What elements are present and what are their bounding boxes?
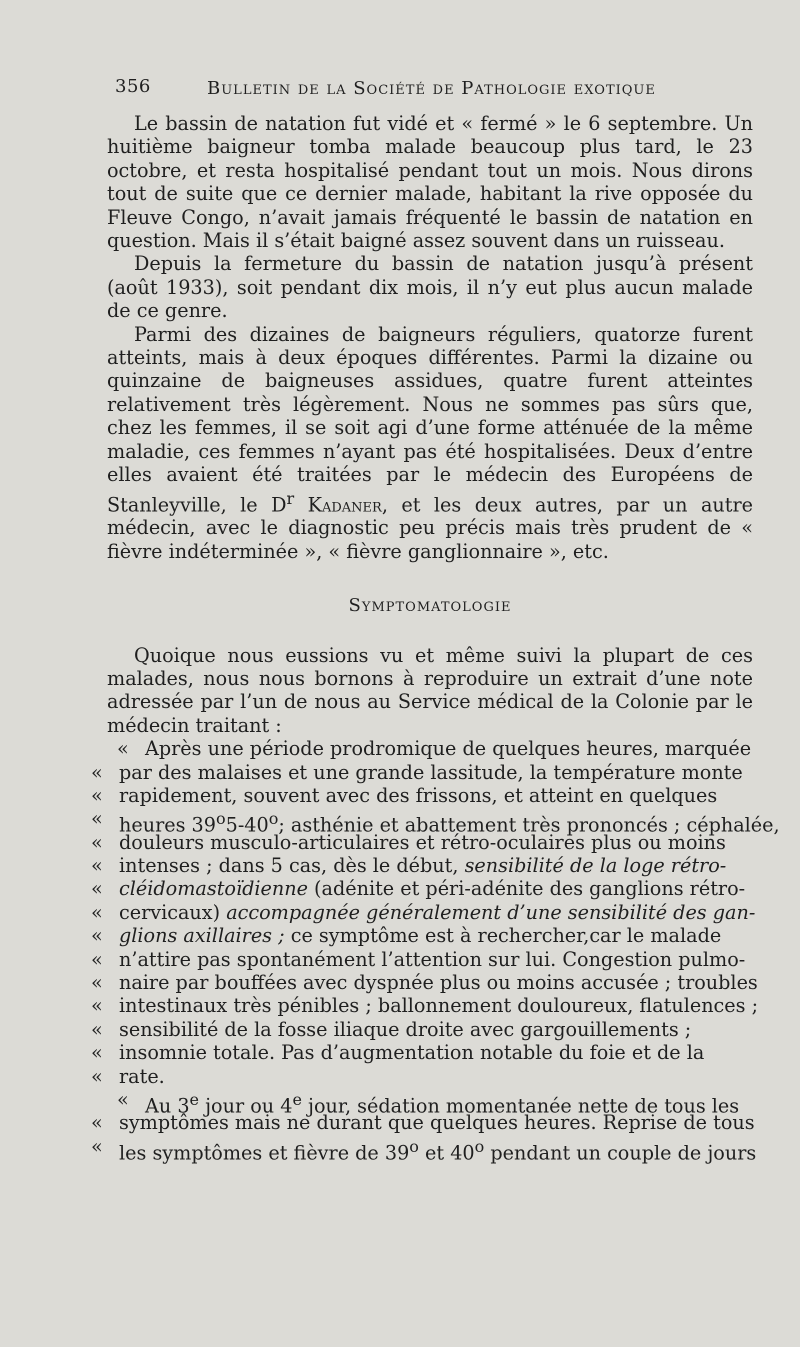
- degree-superscript: o: [409, 1136, 419, 1156]
- quote-mark: «: [91, 807, 103, 831]
- quote-line: [91, 947, 753, 971]
- clinical-quote: [91, 737, 780, 1165]
- quote-line: [91, 971, 758, 995]
- quote-line-text: naire par bouffées avec dyspnée plus ou moins accusée ; troubles: [119, 971, 758, 995]
- quote-line-text: douleurs musculo-articulaires et rétro-oculaires plus ou moins: [119, 830, 726, 854]
- ordinal-superscript: e: [292, 1090, 302, 1109]
- paragraph-4: Quoique nous eussions vu et même suivi la plupart de ces malades, nous nous bornons à reproduire un extrait d’une note adressée par l’un de nous au Service médical de la Colonie par le médecin traitant :: [107, 643, 753, 737]
- quote-line-italic: sensibilité de la loge rétro-: [464, 854, 727, 878]
- quote-mark: «: [91, 947, 103, 971]
- quote-line-text: les symptômes et fièvre de 39: [119, 1141, 410, 1165]
- quote-line-text: 5-40: [225, 813, 269, 837]
- page-header: [115, 74, 755, 104]
- quote-line: [91, 807, 780, 837]
- quote-line: [91, 830, 753, 854]
- paragraph-3-text-b: , et les deux autres, par un autre médecin, avec le diagnostic peu précis mais très prudent de « fièvre indéterminée », « fièvre ganglionnaire », etc.: [107, 492, 753, 563]
- quote-mark: «: [91, 877, 103, 901]
- quote-line-text: rate.: [119, 1064, 165, 1088]
- running-title: Bulletin de la Société de Pathologie exotique: [207, 78, 656, 99]
- quote-mark: «: [91, 830, 103, 854]
- quote-mark: «: [91, 1064, 103, 1088]
- quote-line-text: (adénite et péri-adénite des ganglions rétro-: [307, 877, 746, 901]
- quote-line-text: jour, sédation momentanée nette de tous les: [301, 1094, 740, 1118]
- body-text: [91, 112, 780, 1165]
- quote-line: [91, 1111, 755, 1135]
- quote-line: [91, 1017, 753, 1041]
- page-number: 356: [115, 76, 151, 97]
- paragraph-3-text-a: Parmi des dizaines de baigneurs réguliers, quatorze furent atteints, mais à deux époques différentes. Parmi la dizaine ou quinzaine de baigneuses assidues, quatre furent atteintes relativement très légèrement. Nous ne sommes pas sûrs que, chez les femmes, il se soit agi d’une forme atténuée de la même maladie, ces femmes n’ayant pas été hospitalisées. Deux d’entre elles avaient été traitées par le médecin des Européens de Stanleyville, le D: [107, 322, 753, 516]
- quote-line-text: ce symptôme est à rechercher,car le malade: [284, 924, 722, 948]
- degree-superscript: o: [215, 809, 226, 829]
- quote-line-text: Après une période prodromique de quelques heures, marquée: [145, 737, 752, 761]
- quote-line: [91, 924, 753, 948]
- quote-line-text: Au 3: [145, 1094, 190, 1118]
- quote-line-text: n’attire pas spontanément l’attention sur lui. Congestion pulmo-: [119, 947, 746, 971]
- quote-line-text: ; asthénie et abattement très prononcés ; céphalée,: [278, 813, 780, 837]
- quote-line-italic: accompagnée généralement d’une sensibilité des gan-: [226, 900, 756, 924]
- quote-line-italic: glions axillaires ;: [119, 924, 285, 948]
- quote-line: [91, 783, 753, 807]
- paragraph-1: Le bassin de natation fut vidé et « fermé » le 6 septembre. Un huitième baigneur tomba malade beaucoup plus tard, le 23 octobre, et resta hospitalisé pendant tout un mois. Nous dirons tout de suite que ce dernier malade, habitant la rive opposée du Fleuve Congo, n’avait jamais fréquenté le bassin de natation en question. Mais il s’était baigné assez souvent dans un ruisseau.: [107, 112, 753, 253]
- quote-line-text: symptômes mais ne durant que quelques heures. Reprise de tous: [119, 1111, 755, 1135]
- quote-mark: «: [91, 924, 103, 948]
- quote-line: [91, 900, 756, 924]
- quote-line-text: rapidement, souvent avec des frissons, et atteint en quelques: [119, 783, 718, 807]
- doctor-name: Kadaner: [307, 492, 382, 516]
- quote-mark: «: [117, 737, 129, 761]
- quote-line-text: jour ou 4: [199, 1094, 293, 1118]
- paragraph-3: [107, 323, 753, 563]
- quote-line: [91, 994, 759, 1018]
- section-heading: Symptomatologie: [348, 595, 512, 617]
- quote-mark: «: [91, 1111, 103, 1135]
- quote-line: [107, 737, 753, 760]
- degree-superscript: o: [268, 809, 279, 829]
- quote-line-text: cervicaux): [119, 900, 227, 924]
- quote-mark: «: [91, 900, 103, 924]
- quote-mark: «: [91, 971, 103, 995]
- ordinal-superscript: e: [189, 1090, 199, 1109]
- quote-mark: «: [91, 783, 103, 807]
- paragraph-2: Depuis la fermeture du bassin de natation jusqu’à présent (août 1933), soit pendant dix mois, il n’y eut plus aucun malade de ce genre.: [107, 252, 753, 323]
- quote-line: [91, 760, 753, 784]
- quote-line-text: sensibilité de la fosse iliaque droite avec gargouillements ;: [119, 1017, 692, 1041]
- quote-line: [91, 1041, 753, 1065]
- quote-line-text: intestinaux très pénibles ; ballonnement douloureux, flatulences ;: [119, 994, 759, 1018]
- quote-mark: «: [91, 760, 103, 784]
- quote-line-text: heures 39: [119, 813, 216, 837]
- quote-line-text: insomnie totale. Pas d’augmentation notable du foie et de la: [119, 1041, 705, 1065]
- doctor-superscript: r: [286, 488, 295, 508]
- quote-mark: «: [117, 1088, 129, 1111]
- quote-line: [91, 1064, 753, 1088]
- quote-mark: «: [91, 854, 103, 878]
- quote-mark: «: [91, 1041, 103, 1065]
- quote-line-italic: cléidomastoïdienne: [119, 877, 308, 901]
- quote-line-text: intenses ; dans 5 cas, dès le début,: [119, 854, 465, 878]
- quote-mark: «: [91, 994, 103, 1018]
- quote-line-text: pendant un couple de jours: [484, 1141, 757, 1165]
- quote-mark: «: [91, 1134, 103, 1158]
- quote-line: [91, 854, 753, 878]
- quote-line: [91, 877, 753, 901]
- quote-line-text: par des malaises et une grande lassitude, la température monte: [119, 760, 743, 784]
- quote-line-text: et 40: [418, 1141, 475, 1165]
- degree-superscript: o: [474, 1136, 485, 1156]
- quote-mark: «: [91, 1017, 103, 1041]
- quote-line: [107, 1088, 753, 1118]
- quote-line: [91, 1134, 757, 1165]
